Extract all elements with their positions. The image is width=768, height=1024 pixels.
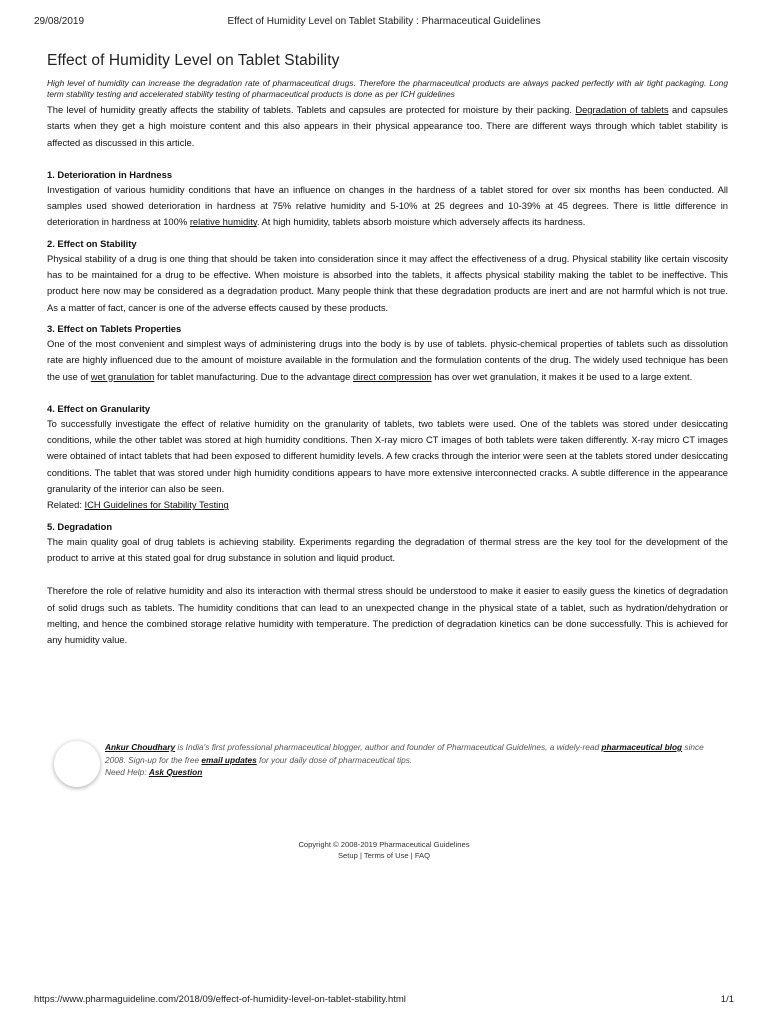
author-name-link[interactable]: Ankur Choudhary [105,742,176,752]
hardness-text-continued: . At high humidity, tablets absorb moisture which adversely affects its hardness. [256,216,586,228]
related-label: Related: [47,499,85,511]
degradation-of-tablets-link[interactable]: Degradation of tablets [575,104,669,115]
print-title: Effect of Humidity Level on Tablet Stability : Pharmaceutical Guidelines [227,16,541,27]
author-bio-text-3: for your daily dose of pharmaceutical tips. [256,754,413,765]
section-heading-stability: 2. Effect on Stability [47,237,137,249]
hardness-text: Investigation of various humidity conditions that have an influence on changes in the hardness of a tablet stored for over six months has been conducted. All samples used showed deterioration in hardness at 75% relative humidity and 5-10% at 25 degrees and 10-39% at 45 degrees. There is little difference in deterioration in hardness at 100% [47,183,728,228]
footer-separator: | [408,851,415,860]
section-text-hardness [47,182,728,231]
author-bio-text-2: since 2008. Sign-up for the free [105,742,704,765]
ask-question-link[interactable]: Ask Question [148,767,203,777]
author-bio-text: is India's first professional pharmaceutical blogger, author and founder of Pharmaceutical Guidelines, a widely-read [175,742,602,752]
related-line [47,497,728,513]
intro-text: The level of humidity greatly affects the stability of tablets. Tablets and capsules are protected for moisture by their packing. [47,104,576,115]
section-text-granularity: To successfully investigate the effect of relative humidity on the granularity of tablets, two tablets were used. One of the tablets was stored under desiccating conditions, while the other tablet was stored at high humidity conditions. Then X-ray micro CT images of both tablets were taken differently. X-ray micro CT images were obtained of intact tablets that had been exposed to different humidity levels. A few cracks through the interior were seen at the tablets stored under desiccating conditions. The tablet that was stored under high humidity conditions appears to have more extensive interconnected cracks. A subtle difference in the appearance granularity of the interior can also be seen. [47,417,728,495]
properties-text: One of the most convenient and simplest ways of administering drugs into the body is by use of tablets. physic-chemical properties of tablets such as dissolution rate are highly influenced due to the amount of moisture available in the formulation and the formulation contents of the drug. The widely used technique has been the use of [47,337,728,382]
email-updates-link[interactable]: email updates [201,754,257,765]
faq-link[interactable]: FAQ [414,851,431,860]
intro-paragraph [47,102,728,151]
pharmaceutical-blog-link[interactable]: pharmaceutical blog [601,742,683,752]
need-help-label: Need Help: [105,767,149,777]
footer-links [0,850,768,861]
section-text-degradation: The main quality goal of drug tablets is achieving stability. Experiments regarding the degradation of thermal stress are the key tool for the development of the product to arrive at this stated goal for drug substance in solution and liquid product. [47,535,728,563]
page-number: 1/1 [720,994,734,1005]
wet-granulation-link[interactable]: wet granulation [90,370,155,382]
print-date: 29/08/2019 [34,16,85,27]
copyright: Copyright © 2008-2019 Pharmaceutical Guidelines [298,840,470,849]
relative-humidity-link[interactable]: relative humidity [189,216,257,228]
properties-text-end: has over wet granulation, it makes it be used to a large extent. [431,370,693,382]
print-header [34,16,734,30]
article [47,52,728,648]
section-text-stability: Physical stability of a drug is one thing that should be taken into consideration since it may affect the effectiveness of a drug. Physical stability like certain viscosity has to be maintained for a drug to be effective. When moisture is absorbed into the tablets, it affects physical stability making the tablet to be ineffective. This product here now may be considered as a degradation product. Many people think that these degradation products are inert and are not harmful which is not true. As a matter of fact, cancer is one of the adverse effects caused by these products. [47,252,728,313]
terms-link[interactable]: Terms of Use [363,851,409,860]
properties-text-mid: for tablet manufacturing. Due to the advantage [154,370,353,382]
section-heading-properties: 3. Effect on Tablets Properties [47,322,182,334]
section-heading-degradation: 5. Degradation [47,520,113,532]
author-bio [105,741,725,779]
print-url: https://www.pharmaguideline.com/2018/09/effect-of-humidity-level-on-tablet-stability.html [34,994,406,1005]
footer-separator: | [357,851,364,860]
avatar [54,741,100,787]
ich-guidelines-link[interactable]: ICH Guidelines for Stability Testing [84,499,229,511]
setup-link[interactable]: Setup [337,851,358,860]
author-box [54,741,734,791]
intro-text-continued: and capsules starts when they get a high moisture content and this also appears in their physical appearance too. There are different ways through which tablet stability is affected as discussed in this article. [47,104,728,148]
section-text-properties [47,336,728,385]
conclusion-paragraph: Therefore the role of relative humidity and also its interaction with thermal stress should be understood to make it easier to easily guess the kinetics of degradation of solid drugs such as tablets. The humidity conditions that can lead to an unexpected change in the physical state of a tablet, such as hydration/dehydration or melting, and hence the combined storage relative humidity with temperature. The prediction of degradation kinetics can be done successfully. This is achieved for any humidity value. [47,585,728,646]
section-heading-hardness: 1. Deterioration in Hardness [47,168,173,180]
print-footer [34,994,734,1008]
article-intro: High level of humidity can increase the degradation rate of pharmaceutical drugs. Therefore the pharmaceutical products are always packed perfectly with air tight packaging. Long term stability testing and accelerated stability testing of pharmaceutical products is done as per ICH guidelines [47,78,728,99]
site-footer [0,839,768,861]
section-heading-granularity: 4. Effect on Granularity [47,402,151,414]
direct-compression-link[interactable]: direct compression [352,370,432,382]
article-title: Effect of Humidity Level on Tablet Stability [47,52,340,69]
